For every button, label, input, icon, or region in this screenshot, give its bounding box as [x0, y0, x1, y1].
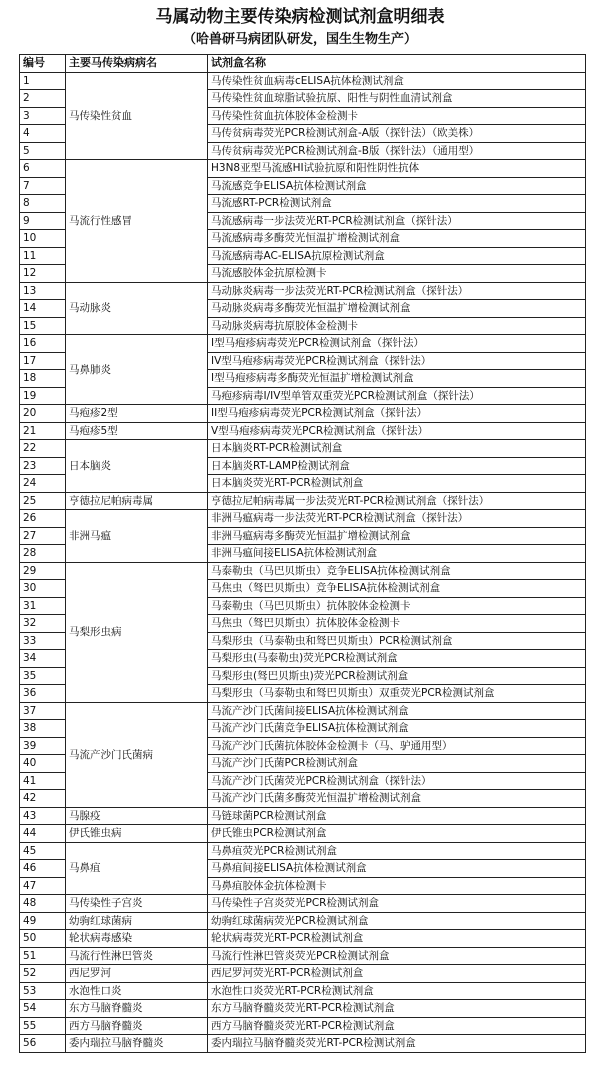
disease-name: 马鼻疽 [66, 842, 208, 895]
disease-name: 马传染性贫血 [66, 72, 208, 160]
row-number: 2 [20, 90, 66, 108]
kit-name: H3N8亚型马流感HI试验抗原和阳性阴性抗体 [208, 160, 586, 178]
row-number: 16 [20, 335, 66, 353]
kit-name: 马传染性贫血抗体胶体金检测卡 [208, 107, 586, 125]
row-number: 47 [20, 877, 66, 895]
row-number: 7 [20, 177, 66, 195]
table-row [20, 702, 586, 720]
row-number: 45 [20, 842, 66, 860]
disease-name: 东方马脑脊髓炎 [66, 1000, 208, 1018]
row-number: 29 [20, 562, 66, 580]
page-subtitle: （哈兽研马病团队研发，国生生物生产） [182, 32, 417, 47]
row-number: 32 [20, 615, 66, 633]
row-number: 14 [20, 300, 66, 318]
kit-name: 马鼻疽胶体金抗体检测卡 [208, 877, 586, 895]
table-row [20, 982, 586, 1000]
row-number: 1 [20, 72, 66, 90]
row-number: 53 [20, 982, 66, 1000]
disease-name: 马流行性淋巴管炎 [66, 947, 208, 965]
kit-name: 马流感病毒一步法荧光RT-PCR检测试剂盒（探针法） [208, 212, 586, 230]
kit-name: 亨德拉尼帕病毒属一步法荧光RT-PCR检测试剂盒（探针法） [208, 492, 586, 510]
disease-name: 非洲马瘟 [66, 510, 208, 563]
row-number: 54 [20, 1000, 66, 1018]
disease-name: 水泡性口炎 [66, 982, 208, 1000]
kit-name: 马梨形虫(马泰勒虫)荧光PCR检测试剂盒 [208, 650, 586, 668]
disease-name: 西方马脑脊髓炎 [66, 1017, 208, 1035]
kit-name: 东方马脑脊髓炎荧光RT-PCR检测试剂盒 [208, 1000, 586, 1018]
kit-name: 马梨形虫（马泰勒虫和驽巴贝斯虫）PCR检测试剂盒 [208, 632, 586, 650]
kit-name: 马流行性淋巴管炎荧光PCR检测试剂盒 [208, 947, 586, 965]
disease-name: 马腺疫 [66, 807, 208, 825]
table-row [20, 335, 586, 353]
disease-name: 马动脉炎 [66, 282, 208, 335]
table-row [20, 825, 586, 843]
row-number: 40 [20, 755, 66, 773]
kit-name: 马流感胶体金抗原检测卡 [208, 265, 586, 283]
disease-name: 马传染性子宫炎 [66, 895, 208, 913]
kit-name: 马流产沙门氏菌荧光PCR检测试剂盒（探针法） [208, 772, 586, 790]
table-row [20, 72, 586, 90]
table-row [20, 807, 586, 825]
table-row [20, 1035, 586, 1053]
table-row [20, 1000, 586, 1018]
kit-name: 轮状病毒荧光RT-PCR检测试剂盒 [208, 930, 586, 948]
kit-name: 非洲马瘟病毒多酶荧光恒温扩增检测试剂盒 [208, 527, 586, 545]
table-row [20, 1017, 586, 1035]
disease-name: 马流行性感冒 [66, 160, 208, 283]
table-row [20, 562, 586, 580]
kit-name: 马焦虫（驽巴贝斯虫）竞争ELISA抗体检测试剂盒 [208, 580, 586, 598]
row-number: 42 [20, 790, 66, 808]
row-number: 46 [20, 860, 66, 878]
kit-name: 马鼻疽荧光PCR检测试剂盒 [208, 842, 586, 860]
kit-name: 马传染性贫血琼脂试验抗原、阳性与阴性血清试剂盒 [208, 90, 586, 108]
header-disease: 主要马传染病病名 [66, 55, 208, 73]
row-number: 44 [20, 825, 66, 843]
table-row [20, 947, 586, 965]
table-row [20, 282, 586, 300]
row-number: 33 [20, 632, 66, 650]
row-number: 34 [20, 650, 66, 668]
row-number: 36 [20, 685, 66, 703]
row-number: 10 [20, 230, 66, 248]
kit-name: 日本脑炎RT-PCR检测试剂盒 [208, 440, 586, 458]
disease-name: 伊氏锥虫病 [66, 825, 208, 843]
kit-name: 马流产沙门氏菌抗体胶体金检测卡（马、驴通用型） [208, 737, 586, 755]
kit-name: 日本脑炎荧光RT-PCR检测试剂盒 [208, 475, 586, 493]
kit-name: IV型马疱疹病毒荧光PCR检测试剂盒（探针法） [208, 352, 586, 370]
row-number: 9 [20, 212, 66, 230]
row-number: 51 [20, 947, 66, 965]
row-number: 48 [20, 895, 66, 913]
disease-name: 轮状病毒感染 [66, 930, 208, 948]
page-title: 马属动物主要传染病检测试剂盒明细表 [155, 7, 445, 27]
disease-name: 马鼻肺炎 [66, 335, 208, 405]
table-row [20, 160, 586, 178]
kit-name: 马传贫病毒荧光PCR检测试剂盒-A版（探针法）（欧美株） [208, 125, 586, 143]
row-number: 12 [20, 265, 66, 283]
header-number: 编号 [20, 55, 66, 73]
kit-name: 马焦虫（驽巴贝斯虫）抗体胶体金检测卡 [208, 615, 586, 633]
disease-name: 马疱疹5型 [66, 422, 208, 440]
row-number: 18 [20, 370, 66, 388]
row-number: 27 [20, 527, 66, 545]
table-row [20, 405, 586, 423]
row-number: 28 [20, 545, 66, 563]
table-row [20, 492, 586, 510]
table-row [20, 842, 586, 860]
row-number: 11 [20, 247, 66, 265]
kit-name: II型马疱疹病毒荧光PCR检测试剂盒（探针法） [208, 405, 586, 423]
disease-name: 亨德拉尼帕病毒属 [66, 492, 208, 510]
row-number: 31 [20, 597, 66, 615]
kit-name: 伊氏锥虫PCR检测试剂盒 [208, 825, 586, 843]
row-number: 24 [20, 475, 66, 493]
kit-name: 马传染性子宫炎荧光PCR检测试剂盒 [208, 895, 586, 913]
row-number: 8 [20, 195, 66, 213]
row-number: 39 [20, 737, 66, 755]
kit-name: 马动脉炎病毒多酶荧光恒温扩增检测试剂盒 [208, 300, 586, 318]
row-number: 6 [20, 160, 66, 178]
kit-name: 西方马脑脊髓炎荧光RT-PCR检测试剂盒 [208, 1017, 586, 1035]
row-number: 19 [20, 387, 66, 405]
kit-name: 日本脑炎RT-LAMP检测试剂盒 [208, 457, 586, 475]
kit-name: 马动脉炎病毒一步法荧光RT-PCR检测试剂盒（探针法） [208, 282, 586, 300]
row-number: 41 [20, 772, 66, 790]
row-number: 22 [20, 440, 66, 458]
disease-name: 委内瑞拉马脑脊髓炎 [66, 1035, 208, 1053]
kit-name: 马流感病毒AC-ELISA抗原检测试剂盒 [208, 247, 586, 265]
disease-name: 日本脑炎 [66, 440, 208, 493]
row-number: 26 [20, 510, 66, 528]
kit-name: 马动脉炎病毒抗原胶体金检测卡 [208, 317, 586, 335]
table-header [20, 55, 586, 73]
row-number: 37 [20, 702, 66, 720]
kit-name: 马流产沙门氏菌PCR检测试剂盒 [208, 755, 586, 773]
kit-name: 幼驹红球菌病荧光PCR检测试剂盒 [208, 912, 586, 930]
table-row [20, 422, 586, 440]
kit-name: 马疱疹病毒I/IV型单管双重荧光PCR检测试剂盒（探针法） [208, 387, 586, 405]
row-number: 55 [20, 1017, 66, 1035]
row-number: 23 [20, 457, 66, 475]
kit-name: 马泰勒虫（马巴贝斯虫）竞争ELISA抗体检测试剂盒 [208, 562, 586, 580]
kit-table [19, 54, 586, 1053]
disease-name: 马疱疹2型 [66, 405, 208, 423]
row-number: 21 [20, 422, 66, 440]
kit-name: 马鼻疽间接ELISA抗体检测试剂盒 [208, 860, 586, 878]
header-kit: 试剂盒名称 [208, 55, 586, 73]
row-number: 35 [20, 667, 66, 685]
kit-name: 马流产沙门氏菌竞争ELISA抗体检测试剂盒 [208, 720, 586, 738]
table-body [20, 72, 586, 1052]
disease-name: 西尼罗河 [66, 965, 208, 983]
kit-name: 马流产沙门氏菌多酶荧光恒温扩增检测试剂盒 [208, 790, 586, 808]
row-number: 15 [20, 317, 66, 335]
kit-name: I型马疱疹病毒多酶荧光恒温扩增检测试剂盒 [208, 370, 586, 388]
row-number: 20 [20, 405, 66, 423]
disease-name: 马流产沙门氏菌病 [66, 702, 208, 807]
row-number: 56 [20, 1035, 66, 1053]
kit-name: 马流感RT-PCR检测试剂盒 [208, 195, 586, 213]
kit-name: 马梨形虫(驽巴贝斯虫)荧光PCR检测试剂盒 [208, 667, 586, 685]
kit-name: 马流感病毒多酶荧光恒温扩增检测试剂盒 [208, 230, 586, 248]
row-number: 49 [20, 912, 66, 930]
kit-name: V型马疱疹病毒荧光PCR检测试剂盒（探针法） [208, 422, 586, 440]
kit-name: 非洲马瘟间接ELISA抗体检测试剂盒 [208, 545, 586, 563]
row-number: 3 [20, 107, 66, 125]
table-row [20, 912, 586, 930]
table-row [20, 930, 586, 948]
row-number: 5 [20, 142, 66, 160]
row-number: 52 [20, 965, 66, 983]
kit-name: 马泰勒虫（马巴贝斯虫）抗体胶体金检测卡 [208, 597, 586, 615]
header-row [20, 55, 586, 73]
kit-name: 西尼罗河荧光RT-PCR检测试剂盒 [208, 965, 586, 983]
table-row [20, 510, 586, 528]
kit-name: 马流产沙门氏菌间接ELISA抗体检测试剂盒 [208, 702, 586, 720]
kit-name: 马传染性贫血病毒cELISA抗体检测试剂盒 [208, 72, 586, 90]
row-number: 43 [20, 807, 66, 825]
kit-name: 马链球菌PCR检测试剂盒 [208, 807, 586, 825]
kit-name: 委内瑞拉马脑脊髓炎荧光RT-PCR检测试剂盒 [208, 1035, 586, 1053]
table-row [20, 440, 586, 458]
kit-name: 马梨形虫（马泰勒虫和驽巴贝斯虫）双重荧光PCR检测试剂盒 [208, 685, 586, 703]
kit-name: 水泡性口炎荧光RT-PCR检测试剂盒 [208, 982, 586, 1000]
kit-name: 马流感竞争ELISA抗体检测试剂盒 [208, 177, 586, 195]
table-row [20, 965, 586, 983]
row-number: 30 [20, 580, 66, 598]
row-number: 50 [20, 930, 66, 948]
kit-name: 马传贫病毒荧光PCR检测试剂盒-B版（探针法）（通用型） [208, 142, 586, 160]
disease-name: 马梨形虫病 [66, 562, 208, 702]
table-row [20, 895, 586, 913]
row-number: 25 [20, 492, 66, 510]
row-number: 38 [20, 720, 66, 738]
disease-name: 幼驹红球菌病 [66, 912, 208, 930]
row-number: 17 [20, 352, 66, 370]
row-number: 13 [20, 282, 66, 300]
kit-name: 非洲马瘟病毒一步法荧光RT-PCR检测试剂盒（探针法） [208, 510, 586, 528]
row-number: 4 [20, 125, 66, 143]
kit-name: I型马疱疹病毒荧光PCR检测试剂盒（探针法） [208, 335, 586, 353]
